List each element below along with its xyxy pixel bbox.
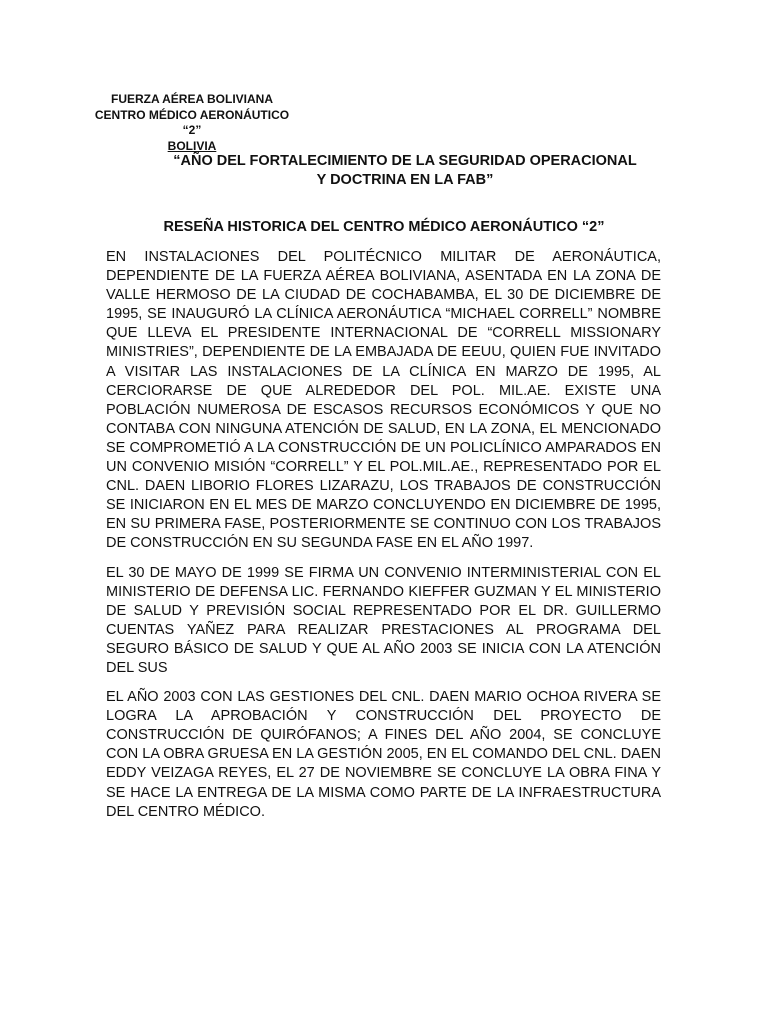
motto-line-2: Y DOCTRINA EN LA FAB” <box>316 172 494 188</box>
organization-name: FUERZA AÉREA BOLIVIANA <box>111 92 273 106</box>
country-name: BOLIVIA <box>167 138 217 153</box>
document-body <box>106 248 661 832</box>
document-title: RESEÑA HISTORICA DEL CENTRO MÉDICO AERONÁUTICO “2” <box>163 219 605 235</box>
letterhead <box>84 92 300 154</box>
paragraph-3: EL AÑO 2003 CON LAS GESTIONES DEL CNL. DAEN MARIO OCHOA RIVERA SE LOGRA LA APROBACIÓN Y CONSTRUCCIÓN DEL PROYECTO DE CONSTRUCCIÓN DE QUIRÓFANOS; A FINES DEL AÑO 2004, SE CONCLUYE CON LA OBRA GRUESA EN LA GESTIÓN 2005, EN EL COMANDO DEL CNL. DAEN EDDY VEIZAGA REYES, EL 27 DE NOVIEMBRE SE CONCLUYE LA OBRA FINA Y SE HACE LA ENTREGA DE LA MISMA COMO PARTE DE LA INFRAESTRUCTURA DEL CENTRO MÉDICO. <box>106 689 661 820</box>
paragraph-1: EN INSTALACIONES DEL POLITÉCNICO MILITAR DE AERONÁUTICA, DEPENDIENTE DE LA FUERZA AÉREA BOLIVIANA, ASENTADA EN LA ZONA DE VALLE HERMOSO DE LA CIUDAD DE COCHABAMBA, EL 30 DE DICIEMBRE DE 1995, SE INAUGURÓ LA CLÍNICA AERONÁUTICA “MICHAEL CORRELL” NOMBRE QUE LLEVA EL PRESIDENTE INTERNACIONAL DE “CORRELL MISSIONARY MINISTRIES”, DEPENDIENTE DE LA EMBAJADA DE EEUU, QUIEN FUE INVITADO A VISITAR LAS INSTALACIONES DE LA CLÍNICA EN MARZO DE 1995, AL CERCIORARSE DE QUE ALREDEDOR DEL POL. MIL.AE. EXISTE UNA POBLACIÓN NUMEROSA DE ESCASOS RECURSOS ECONÓMICOS Y QUE NO CONTABA CON NINGUNA ATENCIÓN DE SALUD, EN LA ZONA, EL MENCIONADO SE COMPROMETIÓ A LA CONSTRUCCIÓN DE UN POLICLÍNICO AMPARADOS EN UN CONVENIO MISIÓN “CORRELL” Y EL POL.MIL.AE., REPRESENTADO POR EL CNL. DAEN LIBORIO FLORES LIZARAZU, LOS TRABAJOS DE CONSTRUCCIÓN SE INICIARON EN EL MES DE MARZO CONCLUYENDO EN DICIEMBRE DE 1995, EN SU PRIMERA FASE, POSTERIORMENTE SE CONTINUO CON LOS TRABAJOS DE CONSTRUCCIÓN EN SU SEGUNDA FASE EN EL AÑO 1997. <box>106 249 661 552</box>
paragraph-2: EL 30 DE MAYO DE 1999 SE FIRMA UN CONVENIO INTERMINISTERIAL CON EL MINISTERIO DE DEFENSA LIC. FERNANDO KIEFFER GUZMAN Y EL MINISTERIO DE SALUD Y PREVISIÓN SOCIAL REPRESENTADO POR EL DR. GUILLERMO CUENTAS YAÑEZ PARA REALIZAR PRESTACIONES AL PROGRAMA DEL SEGURO BÁSICO DE SALUD Y QUE AL AÑO 2003 SE INICIA CON LA ATENCIÓN DEL SUS <box>106 564 661 676</box>
motto-line-1: “AÑO DEL FORTALECIMIENTO DE LA SEGURIDAD OPERACIONAL <box>173 153 637 169</box>
year-motto <box>150 152 660 190</box>
center-name: CENTRO MÉDICO AERONÁUTICO “2” <box>94 107 290 137</box>
